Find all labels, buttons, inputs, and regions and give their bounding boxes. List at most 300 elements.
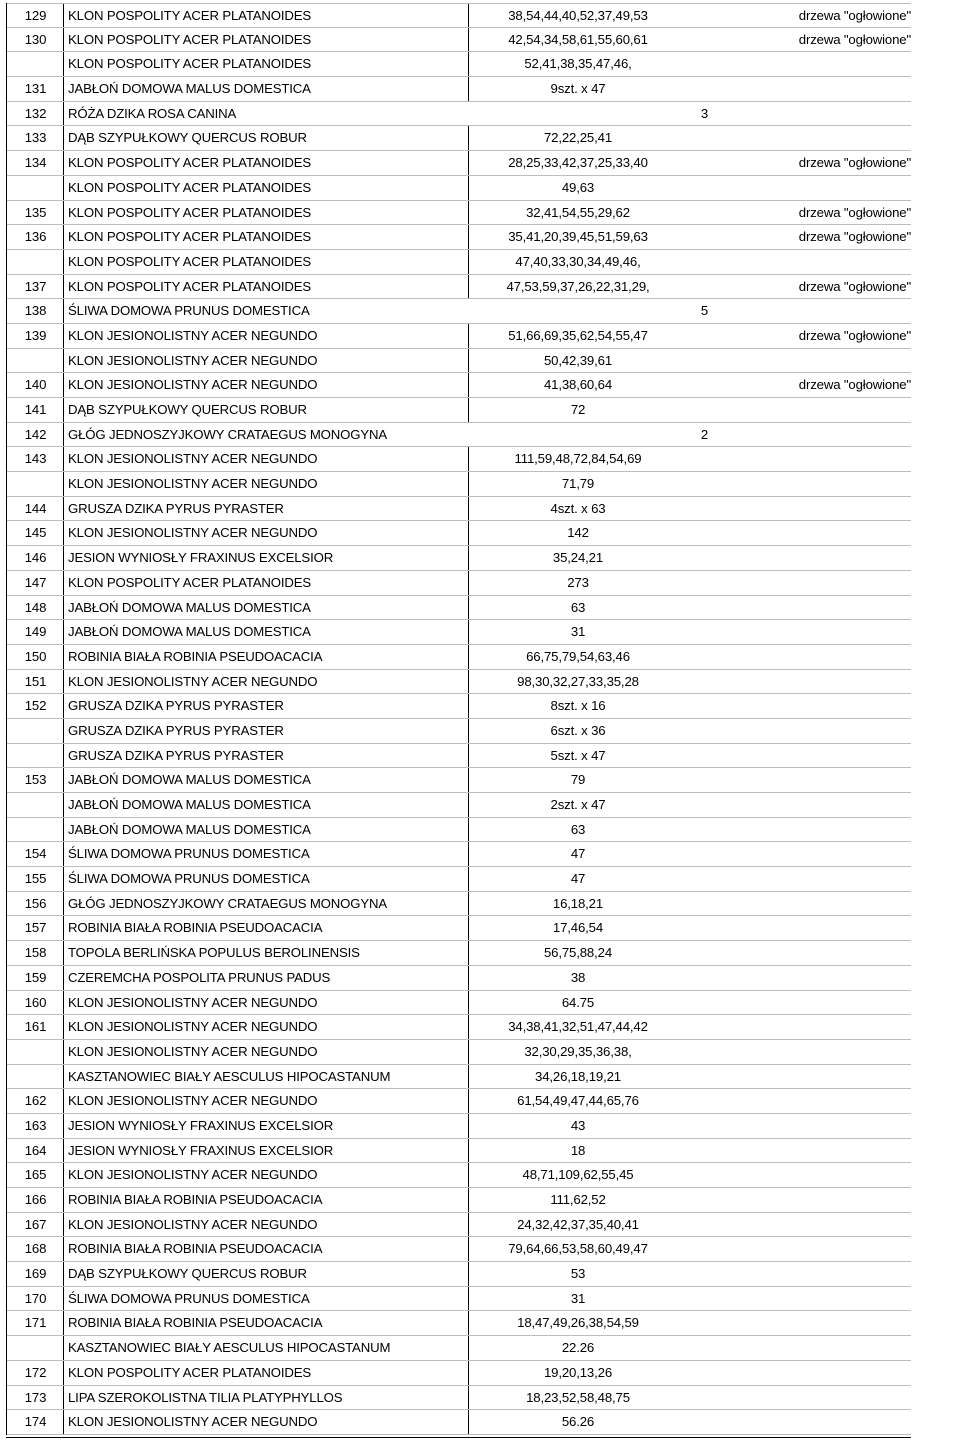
remarks-cell — [708, 966, 911, 991]
trunk-diameters-cell: 61,54,49,47,44,65,76 — [517, 1093, 639, 1109]
remarks-cell — [708, 1386, 911, 1411]
species-name-cell: TOPOLA BERLIŃSKA POPULUS BEROLINENSIS — [68, 945, 360, 961]
table-row — [6, 151, 911, 176]
trunk-diameters-cell: 22.26 — [561, 1340, 595, 1356]
shrub-quantity-cell — [688, 744, 708, 769]
table-row — [6, 966, 911, 991]
remarks-cell — [708, 1237, 911, 1262]
shrub-quantity-cell — [688, 373, 708, 398]
remarks-cell — [708, 719, 911, 744]
trunk-diameters-cell: 16,18,21 — [552, 895, 604, 911]
remarks-cell — [708, 793, 911, 818]
species-name-cell: KLON POSPOLITY ACER PLATANOIDES — [68, 8, 312, 23]
tree-number-cell: 151 — [24, 673, 47, 689]
trunk-diameters-cell: 52,41,38,35,47,46, — [524, 56, 632, 72]
table-row — [6, 250, 911, 275]
shrub-quantity-cell — [688, 1262, 708, 1287]
species-name-cell: KLON JESIONOLISTNY ACER NEGUNDO — [68, 1093, 318, 1109]
table-row — [6, 447, 911, 472]
table-row — [6, 373, 911, 398]
tree-number-cell — [7, 1336, 64, 1361]
tree-number-cell: 149 — [24, 624, 47, 640]
tree-number-cell: 171 — [24, 1315, 47, 1331]
remarks-cell — [708, 1089, 911, 1114]
species-name-cell: KLON JESIONOLISTNY ACER NEGUNDO — [68, 525, 318, 541]
table-row — [6, 719, 911, 744]
tree-number-cell: 168 — [24, 1241, 47, 1257]
trunk-diameters-cell — [468, 423, 688, 448]
species-name-cell: RÓŻA DZIKA ROSA CANINA — [68, 105, 237, 121]
remarks-cell — [708, 1163, 911, 1188]
shrub-quantity-cell — [688, 1386, 708, 1411]
shrub-quantity-cell: 2 — [700, 426, 708, 442]
tree-number-cell: 165 — [24, 1167, 47, 1183]
species-name-cell: GŁÓG JEDNOSZYJKOWY CRATAEGUS MONOGYNA — [68, 895, 388, 911]
shrub-quantity-cell — [688, 398, 708, 423]
trunk-diameters-cell: 38,54,44,40,52,37,49,53 — [508, 8, 648, 23]
shrub-quantity-cell — [688, 151, 708, 176]
table-row — [6, 842, 911, 867]
shrub-quantity-cell — [688, 1040, 708, 1065]
trunk-diameters-cell: 273 — [567, 574, 589, 590]
remarks-cell: drzewa "ogłowione" — [798, 31, 911, 47]
table-row — [6, 1386, 911, 1411]
trunk-diameters-cell: 9szt. x 47 — [550, 81, 606, 97]
table-row — [6, 1262, 911, 1287]
trunk-diameters-cell — [468, 102, 688, 127]
shrub-quantity-cell — [688, 793, 708, 818]
table-row — [6, 620, 911, 645]
tree-number-cell: 153 — [24, 772, 47, 788]
shrub-quantity-cell — [688, 472, 708, 497]
tree-number-cell: 141 — [24, 402, 47, 417]
remarks-cell — [708, 645, 911, 670]
shrub-quantity-cell — [688, 867, 708, 892]
remarks-cell — [708, 842, 911, 867]
remarks-cell — [708, 1114, 911, 1139]
shrub-quantity-cell — [688, 1287, 708, 1312]
tree-number-cell — [7, 250, 64, 275]
trunk-diameters-cell: 19,20,13,26 — [543, 1364, 613, 1380]
species-name-cell: ROBINIA BIAŁA ROBINIA PSEUDOACACIA — [68, 1315, 323, 1331]
species-name-cell: KLON POSPOLITY ACER PLATANOIDES — [68, 204, 312, 220]
tree-number-cell — [7, 472, 64, 497]
shrub-quantity-cell — [688, 1410, 708, 1435]
species-name-cell: JABŁOŃ DOMOWA MALUS DOMESTICA — [68, 599, 311, 615]
table-row — [6, 694, 911, 719]
species-name-cell: KLON POSPOLITY ACER PLATANOIDES — [68, 179, 312, 195]
shrub-quantity-cell — [688, 842, 708, 867]
remarks-cell — [708, 299, 911, 324]
remarks-cell — [708, 1040, 911, 1065]
table-row — [6, 1015, 911, 1040]
species-name-cell: JABŁOŃ DOMOWA MALUS DOMESTICA — [68, 797, 311, 812]
shrub-quantity-cell — [688, 571, 708, 596]
tree-number-cell: 136 — [24, 229, 47, 245]
remarks-cell — [708, 916, 911, 941]
table-row — [6, 275, 911, 300]
table-row — [6, 1410, 911, 1435]
remarks-cell — [708, 102, 911, 127]
remarks-cell — [708, 1188, 911, 1213]
table-row — [6, 1188, 911, 1213]
trunk-diameters-cell: 72,22,25,41 — [543, 130, 613, 146]
tree-number-cell: 150 — [24, 648, 47, 664]
shrub-quantity-cell — [688, 521, 708, 546]
species-name-cell: KLON JESIONOLISTNY ACER NEGUNDO — [68, 377, 318, 393]
trunk-diameters-cell: 42,54,34,58,61,55,60,61 — [508, 31, 648, 47]
shrub-quantity-cell — [688, 694, 708, 719]
trunk-diameters-cell: 48,71,109,62,55,45 — [522, 1167, 634, 1183]
table-row — [6, 1336, 911, 1361]
table-row — [6, 497, 911, 522]
trunk-diameters-cell: 47 — [570, 846, 586, 862]
tree-number-cell: 133 — [24, 130, 47, 146]
shrub-quantity-cell — [688, 991, 708, 1016]
species-name-cell: ŚLIWA DOMOWA PRUNUS DOMESTICA — [68, 1290, 310, 1306]
table-row — [6, 1311, 911, 1336]
trunk-diameters-cell: 4szt. x 63 — [550, 500, 606, 516]
tree-number-cell: 144 — [24, 500, 47, 516]
shrub-quantity-cell — [688, 818, 708, 843]
tree-number-cell: 131 — [24, 81, 47, 97]
species-name-cell: KLON JESIONOLISTNY ACER NEGUNDO — [68, 1216, 318, 1232]
remarks-cell — [708, 423, 911, 448]
trunk-diameters-cell: 142 — [567, 525, 589, 541]
trunk-diameters-cell: 34,26,18,19,21 — [535, 1068, 621, 1084]
table-row — [6, 398, 911, 423]
shrub-quantity-cell — [688, 596, 708, 621]
trunk-diameters-cell: 111,62,52 — [550, 1192, 606, 1207]
species-name-cell: KLON JESIONOLISTNY ACER NEGUNDO — [68, 327, 318, 343]
remarks-cell — [708, 1262, 911, 1287]
species-name-cell: GRUSZA DZIKA PYRUS PYRASTER — [68, 722, 284, 738]
table-row — [6, 77, 911, 102]
trunk-diameters-cell: 47,53,59,37,26,22,31,29, — [506, 278, 650, 294]
table-bottom-rule — [6, 1437, 911, 1438]
shrub-quantity-cell — [688, 447, 708, 472]
tree-number-cell: 162 — [24, 1093, 47, 1109]
species-name-cell: KLON JESIONOLISTNY ACER NEGUNDO — [68, 476, 318, 492]
tree-number-cell: 148 — [24, 599, 47, 615]
remarks-cell: drzewa "ogłowione" — [798, 204, 911, 220]
table-row — [6, 472, 911, 497]
remarks-cell — [708, 126, 911, 151]
remarks-cell — [708, 1213, 911, 1238]
remarks-cell — [708, 571, 911, 596]
shrub-quantity-cell — [688, 892, 708, 917]
remarks-cell — [708, 1015, 911, 1040]
shrub-quantity-cell — [688, 52, 708, 77]
table-row — [6, 201, 911, 226]
shrub-quantity-cell — [688, 1361, 708, 1386]
trunk-diameters-cell: 18,47,49,26,38,54,59 — [517, 1315, 639, 1331]
table-row — [6, 423, 911, 448]
species-name-cell: KLON POSPOLITY ACER PLATANOIDES — [68, 56, 312, 72]
species-name-cell: KLON POSPOLITY ACER PLATANOIDES — [68, 1364, 312, 1380]
tree-number-cell: 160 — [24, 994, 47, 1010]
shrub-quantity-cell — [688, 546, 708, 571]
remarks-cell — [708, 176, 911, 201]
trunk-diameters-cell: 5szt. x 47 — [550, 747, 606, 763]
trunk-diameters-cell: 49,63 — [561, 179, 595, 195]
species-name-cell: JESION WYNIOSŁY FRAXINUS EXCELSIOR — [68, 1142, 334, 1158]
tree-number-cell — [7, 1040, 64, 1065]
trunk-diameters-cell: 6szt. x 36 — [550, 722, 606, 738]
species-name-cell: KLON POSPOLITY ACER PLATANOIDES — [68, 278, 312, 294]
tree-number-cell — [7, 1065, 64, 1090]
table-row — [6, 102, 911, 127]
trunk-diameters-cell: 64.75 — [561, 994, 595, 1010]
remarks-cell — [708, 497, 911, 522]
tree-number-cell: 159 — [24, 969, 47, 985]
remarks-cell — [708, 768, 911, 793]
trunk-diameters-cell: 79 — [570, 772, 586, 788]
table-row — [6, 1114, 911, 1139]
species-name-cell: LIPA SZEROKOLISTNA TILIA PLATYPHYLLOS — [68, 1389, 343, 1405]
trunk-diameters-cell: 43 — [570, 1117, 586, 1133]
shrub-quantity-cell — [688, 126, 708, 151]
trunk-diameters-cell: 47 — [570, 871, 586, 887]
table-row — [6, 1361, 911, 1386]
species-name-cell: ROBINIA BIAŁA ROBINIA PSEUDOACACIA — [68, 648, 323, 664]
table-row — [6, 916, 911, 941]
shrub-quantity-cell — [688, 349, 708, 374]
tree-number-cell — [7, 52, 64, 77]
shrub-quantity-cell — [688, 1015, 708, 1040]
table-row — [6, 867, 911, 892]
remarks-cell — [708, 1336, 911, 1361]
species-name-cell: KLON POSPOLITY ACER PLATANOIDES — [68, 31, 312, 47]
shrub-quantity-cell — [688, 941, 708, 966]
species-name-cell: ROBINIA BIAŁA ROBINIA PSEUDOACACIA — [68, 1192, 323, 1207]
shrub-quantity-cell — [688, 1114, 708, 1139]
table-row — [6, 818, 911, 843]
trunk-diameters-cell: 41,38,60,64 — [543, 377, 613, 393]
tree-number-cell: 163 — [24, 1117, 47, 1133]
remarks-cell — [708, 52, 911, 77]
table-row — [6, 1089, 911, 1114]
species-name-cell: KLON JESIONOLISTNY ACER NEGUNDO — [68, 994, 318, 1010]
table-row — [6, 1040, 911, 1065]
table-row — [6, 349, 911, 374]
trunk-diameters-cell: 38 — [570, 969, 586, 985]
table-row — [6, 768, 911, 793]
table-row — [6, 225, 911, 250]
remarks-cell: drzewa "ogłowione" — [798, 377, 911, 393]
remarks-cell — [708, 398, 911, 423]
trunk-diameters-cell: 24,32,42,37,35,40,41 — [517, 1216, 639, 1232]
species-name-cell: JABŁOŃ DOMOWA MALUS DOMESTICA — [68, 821, 311, 837]
shrub-quantity-cell — [688, 28, 708, 53]
trunk-diameters-cell: 32,30,29,35,36,38, — [524, 1043, 632, 1059]
remarks-cell — [708, 892, 911, 917]
shrub-quantity-cell — [688, 275, 708, 300]
shrub-quantity-cell — [688, 225, 708, 250]
shrub-quantity-cell — [688, 77, 708, 102]
shrub-quantity-cell — [688, 497, 708, 522]
remarks-cell: drzewa "ogłowione" — [798, 229, 911, 245]
remarks-cell — [708, 867, 911, 892]
remarks-cell — [708, 250, 911, 275]
tree-number-cell: 170 — [24, 1290, 47, 1306]
remarks-cell — [708, 991, 911, 1016]
remarks-cell — [708, 472, 911, 497]
species-name-cell: KLON POSPOLITY ACER PLATANOIDES — [68, 155, 312, 171]
tree-number-cell: 142 — [24, 426, 47, 442]
trunk-diameters-cell: 79,64,66,53,58,60,49,47 — [508, 1241, 648, 1257]
tree-number-cell: 130 — [24, 31, 47, 47]
species-name-cell: ŚLIWA DOMOWA PRUNUS DOMESTICA — [68, 303, 310, 319]
tree-number-cell: 154 — [24, 846, 47, 862]
table-row — [6, 1139, 911, 1164]
table-row — [6, 571, 911, 596]
species-name-cell: GRUSZA DZIKA PYRUS PYRASTER — [68, 698, 284, 714]
remarks-cell — [708, 1139, 911, 1164]
species-name-cell: KLON POSPOLITY ACER PLATANOIDES — [68, 574, 312, 590]
trunk-diameters-cell: 98,30,32,27,33,35,28 — [517, 673, 639, 689]
table-row — [6, 645, 911, 670]
trunk-diameters-cell: 111,59,48,72,84,54,69 — [514, 451, 642, 467]
table-row — [6, 1163, 911, 1188]
remarks-cell — [708, 77, 911, 102]
shrub-quantity-cell — [688, 1163, 708, 1188]
tree-number-cell: 145 — [24, 525, 47, 541]
table-row — [6, 28, 911, 53]
remarks-cell — [708, 941, 911, 966]
species-name-cell: JESION WYNIOSŁY FRAXINUS EXCELSIOR — [68, 550, 334, 566]
table-row — [6, 126, 911, 151]
table-row — [6, 176, 911, 201]
remarks-cell — [708, 1287, 911, 1312]
shrub-quantity-cell — [688, 201, 708, 226]
table-row — [6, 521, 911, 546]
trunk-diameters-cell: 72 — [570, 402, 586, 417]
tree-number-cell: 147 — [24, 574, 47, 590]
tree-number-cell: 169 — [24, 1266, 47, 1282]
shrub-quantity-cell — [688, 324, 708, 349]
trunk-diameters-cell: 34,38,41,32,51,47,44,42 — [508, 1019, 648, 1035]
table-row — [6, 991, 911, 1016]
table-row — [6, 299, 911, 324]
species-name-cell: GŁÓG JEDNOSZYJKOWY CRATAEGUS MONOGYNA — [68, 426, 388, 442]
tree-number-cell: 158 — [24, 945, 47, 961]
tree-number-cell: 166 — [24, 1192, 47, 1207]
species-name-cell: KASZTANOWIEC BIAŁY AESCULUS HIPOCASTANUM — [68, 1340, 391, 1356]
shrub-quantity-cell — [688, 176, 708, 201]
table-row — [6, 324, 911, 349]
tree-number-cell: 135 — [24, 204, 47, 220]
species-name-cell: DĄB SZYPUŁKOWY QUERCUS ROBUR — [68, 402, 307, 417]
table-row — [6, 546, 911, 571]
shrub-quantity-cell — [688, 1213, 708, 1238]
shrub-quantity-cell — [688, 250, 708, 275]
species-name-cell: ROBINIA BIAŁA ROBINIA PSEUDOACACIA — [68, 920, 323, 936]
table-row — [6, 892, 911, 917]
trunk-diameters-cell: 18 — [570, 1142, 586, 1158]
tree-number-cell: 157 — [24, 920, 47, 936]
shrub-quantity-cell — [688, 1139, 708, 1164]
trunk-diameters-cell: 63 — [570, 599, 586, 615]
tree-number-cell: 155 — [24, 871, 47, 887]
trunk-diameters-cell: 35,41,20,39,45,51,59,63 — [508, 229, 648, 245]
remarks-cell — [708, 620, 911, 645]
shrub-quantity-cell — [688, 966, 708, 991]
tree-number-cell: 172 — [24, 1364, 47, 1380]
table-row — [6, 744, 911, 769]
shrub-quantity-cell — [688, 1089, 708, 1114]
tree-number-cell: 140 — [24, 377, 47, 393]
tree-number-cell — [7, 719, 64, 744]
table-row — [6, 941, 911, 966]
species-name-cell: KLON JESIONOLISTNY ACER NEGUNDO — [68, 1414, 318, 1430]
species-name-cell: KLON JESIONOLISTNY ACER NEGUNDO — [68, 451, 318, 467]
table-row — [6, 52, 911, 77]
species-name-cell: ROBINIA BIAŁA ROBINIA PSEUDOACACIA — [68, 1241, 323, 1257]
trunk-diameters-cell: 32,41,54,55,29,62 — [526, 204, 630, 220]
tree-number-cell — [7, 176, 64, 201]
trunk-diameters-cell: 35,24,21 — [552, 550, 604, 566]
species-name-cell: KLON JESIONOLISTNY ACER NEGUNDO — [68, 1019, 318, 1035]
remarks-cell — [708, 670, 911, 695]
species-name-cell: JABŁOŃ DOMOWA MALUS DOMESTICA — [68, 772, 311, 788]
trunk-diameters-cell: 56,75,88,24 — [543, 945, 613, 961]
species-name-cell: KLON POSPOLITY ACER PLATANOIDES — [68, 253, 312, 269]
species-name-cell: JESION WYNIOSŁY FRAXINUS EXCELSIOR — [68, 1117, 334, 1133]
shrub-quantity-cell — [688, 916, 708, 941]
remarks-cell — [708, 818, 911, 843]
shrub-quantity-cell — [688, 670, 708, 695]
remarks-cell — [708, 744, 911, 769]
tree-number-cell — [7, 793, 64, 818]
species-name-cell: CZEREMCHA POSPOLITA PRUNUS PADUS — [68, 969, 331, 985]
tree-number-cell: 156 — [24, 895, 47, 911]
species-name-cell: KLON JESIONOLISTNY ACER NEGUNDO — [68, 673, 318, 689]
trunk-diameters-cell: 18,23,52,58,48,75 — [526, 1389, 630, 1405]
remarks-cell — [708, 694, 911, 719]
tree-number-cell: 129 — [24, 8, 47, 23]
shrub-quantity-cell: 3 — [700, 105, 708, 121]
tree-number-cell: 164 — [24, 1142, 47, 1158]
trunk-diameters-cell: 31 — [570, 1290, 586, 1306]
trunk-diameters-cell: 71,79 — [561, 476, 595, 492]
table-row — [6, 1237, 911, 1262]
remarks-cell — [708, 1065, 911, 1090]
species-name-cell: GRUSZA DZIKA PYRUS PYRASTER — [68, 500, 284, 516]
shrub-quantity-cell — [688, 1237, 708, 1262]
shrub-quantity-cell — [688, 1188, 708, 1213]
remarks-cell — [708, 546, 911, 571]
trunk-diameters-cell: 17,46,54 — [552, 920, 604, 936]
trunk-diameters-cell: 47,40,33,30,34,49,46, — [515, 253, 641, 269]
species-name-cell: ŚLIWA DOMOWA PRUNUS DOMESTICA — [68, 846, 310, 862]
remarks-cell: drzewa "ogłowione" — [798, 8, 911, 23]
table-row — [6, 3, 911, 28]
tree-number-cell: 132 — [24, 105, 47, 121]
shrub-quantity-cell — [688, 645, 708, 670]
remarks-cell — [708, 596, 911, 621]
species-name-cell: GRUSZA DZIKA PYRUS PYRASTER — [68, 747, 284, 763]
table-row — [6, 1065, 911, 1090]
trunk-diameters-cell: 53 — [570, 1266, 586, 1282]
species-name-cell: KLON JESIONOLISTNY ACER NEGUNDO — [68, 1043, 318, 1059]
remarks-cell — [708, 1410, 911, 1435]
species-name-cell: DĄB SZYPUŁKOWY QUERCUS ROBUR — [68, 1266, 307, 1282]
tree-number-cell: 161 — [24, 1019, 47, 1035]
tree-number-cell — [7, 744, 64, 769]
tree-number-cell — [7, 349, 64, 374]
remarks-cell — [708, 1361, 911, 1386]
